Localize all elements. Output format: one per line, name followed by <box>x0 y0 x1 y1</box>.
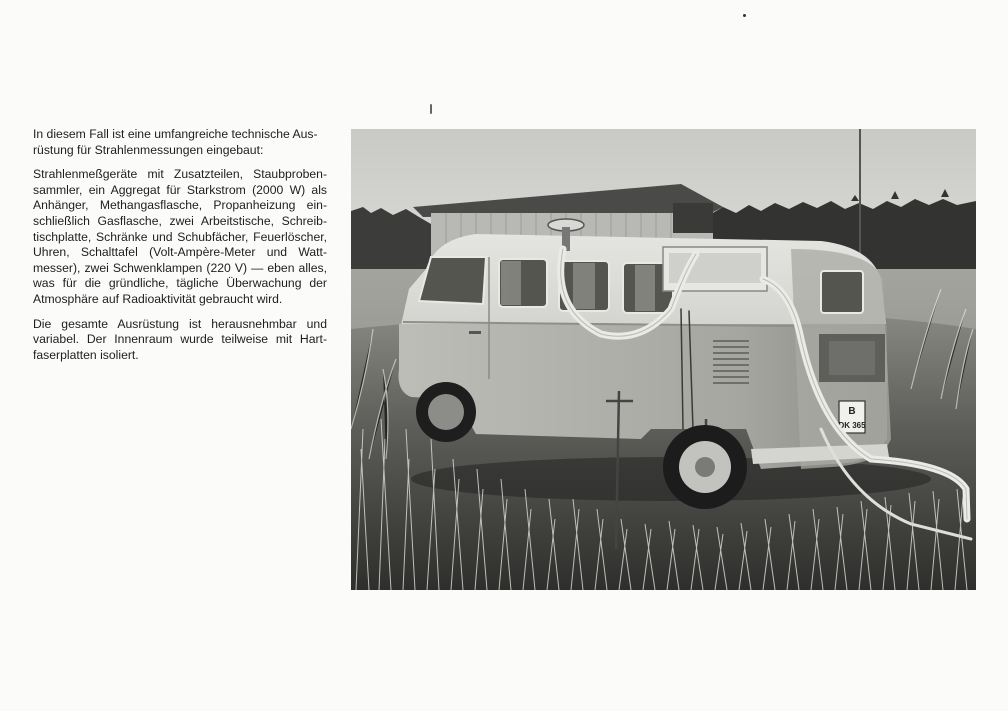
antenna-pole <box>859 129 861 254</box>
license-plate-line2: DK 365 <box>838 421 866 430</box>
equipment-paragraph: Strahlenmeßgeräte mit Zusatzteilen, Staubprobensammler, ein Aggregat für Starkstrom (2000 W) als Anhänger, Methangasflasche, Propanheizung einschließlich Gasflasche, zwei Arbeitstische, Schreibtischplatte, Schränke und Schubfächer, Feuerlöscher, Uhren, Schalttafel (Volt-Ampère-Meter und Wattmesser), zwei Schwenklampen (220 V) — eben alles, was für die gründliche, tägliche Überwachung der Atmosphäre auf Radioaktivität gebraucht wird. <box>33 167 327 306</box>
license-plate-line1: B <box>848 406 856 417</box>
paper-mark <box>430 104 432 114</box>
license-plate <box>838 401 866 433</box>
intro-paragraph: In diesem Fall ist eine umfangreiche technische Ausrüstung für Strahlenmessungen eingebaut: <box>33 127 318 157</box>
photo-illustration <box>351 129 976 590</box>
paper-speck <box>743 14 746 17</box>
vw-bus-photo <box>351 129 976 590</box>
body-text-column <box>33 127 327 372</box>
removable-equipment-paragraph: Die gesamte Ausrüstung ist herausnehmbar und variabel. Der Innenraum wurde teilweise mit Hartfaserplatten isoliert. <box>33 316 327 362</box>
